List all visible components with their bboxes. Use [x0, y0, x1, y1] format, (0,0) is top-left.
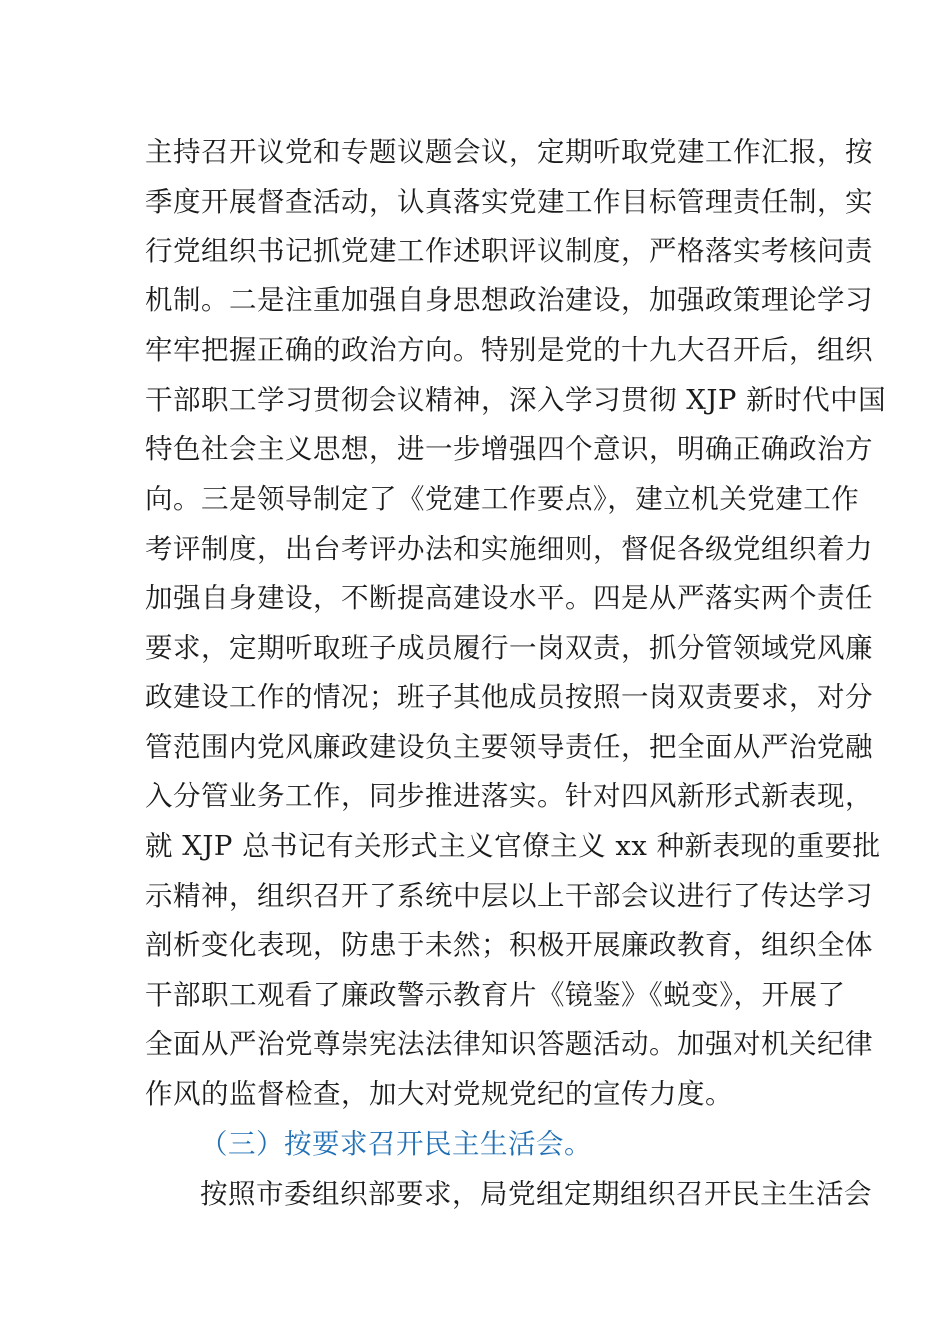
- paragraph-line: 牢牢把握正确的政治方向。特别是党的十九大召开后，组织: [145, 334, 873, 366]
- paragraph-line: 考评制度，出台考评办法和实施细则，督促各级党组织着力: [145, 533, 873, 565]
- section-heading: （三）按要求召开民主生活会。: [200, 1128, 592, 1160]
- paragraph-line: 管范围内党风廉政建设负主要领导责任，把全面从严治党融: [145, 731, 873, 763]
- paragraph-line: 干部职工观看了廉政警示教育片《镜鉴》《蜕变》，开展了: [145, 979, 846, 1011]
- paragraph-line: 入分管业务工作，同步推进落实。针对四风新形式新表现，: [145, 780, 873, 812]
- paragraph-line: 季度开展督查活动，认真落实党建工作目标管理责任制，实: [145, 186, 873, 218]
- paragraph-line: 机制。二是注重加强自身思想政治建设，加强政策理论学习: [145, 284, 873, 316]
- paragraph-line: 特色社会主义思想，进一步增强四个意识，明确正确政治方: [145, 433, 873, 465]
- paragraph-line: 主持召开议党和专题议题会议，定期听取党建工作汇报，按: [145, 136, 873, 168]
- paragraph-line: 就 XJP 总书记有关形式主义官僚主义 xx 种新表现的重要批: [145, 830, 881, 862]
- paragraph-line: 要求，定期听取班子成员履行一岗双责，抓分管领域党风廉: [145, 632, 873, 664]
- paragraph-line: 示精神，组织召开了系统中层以上干部会议进行了传达学习: [145, 880, 873, 912]
- paragraph-line: 向。三是领导制定了《党建工作要点》，建立机关党建工作: [145, 483, 860, 515]
- paragraph-line: 全面从严治党尊崇宪法法律知识答题活动。加强对机关纪律: [145, 1028, 873, 1060]
- paragraph-line: 按照市委组织部要求，局党组定期组织召开民主生活会: [200, 1178, 872, 1210]
- paragraph-line: 政建设工作的情况；班子其他成员按照一岗双责要求，对分: [145, 681, 873, 713]
- paragraph-line: 干部职工学习贯彻会议精神，深入学习贯彻 XJP 新时代中国: [145, 384, 887, 416]
- paragraph-line: 剖析变化表现，防患于未然；积极开展廉政教育，组织全体: [145, 929, 873, 961]
- paragraph-line: 作风的监督检查，加大对党规党纪的宣传力度。: [145, 1078, 733, 1110]
- paragraph-line: 行党组织书记抓党建工作述职评议制度，严格落实考核问责: [145, 235, 873, 267]
- paragraph-line: 加强自身建设，不断提高建设水平。四是从严落实两个责任: [145, 582, 873, 614]
